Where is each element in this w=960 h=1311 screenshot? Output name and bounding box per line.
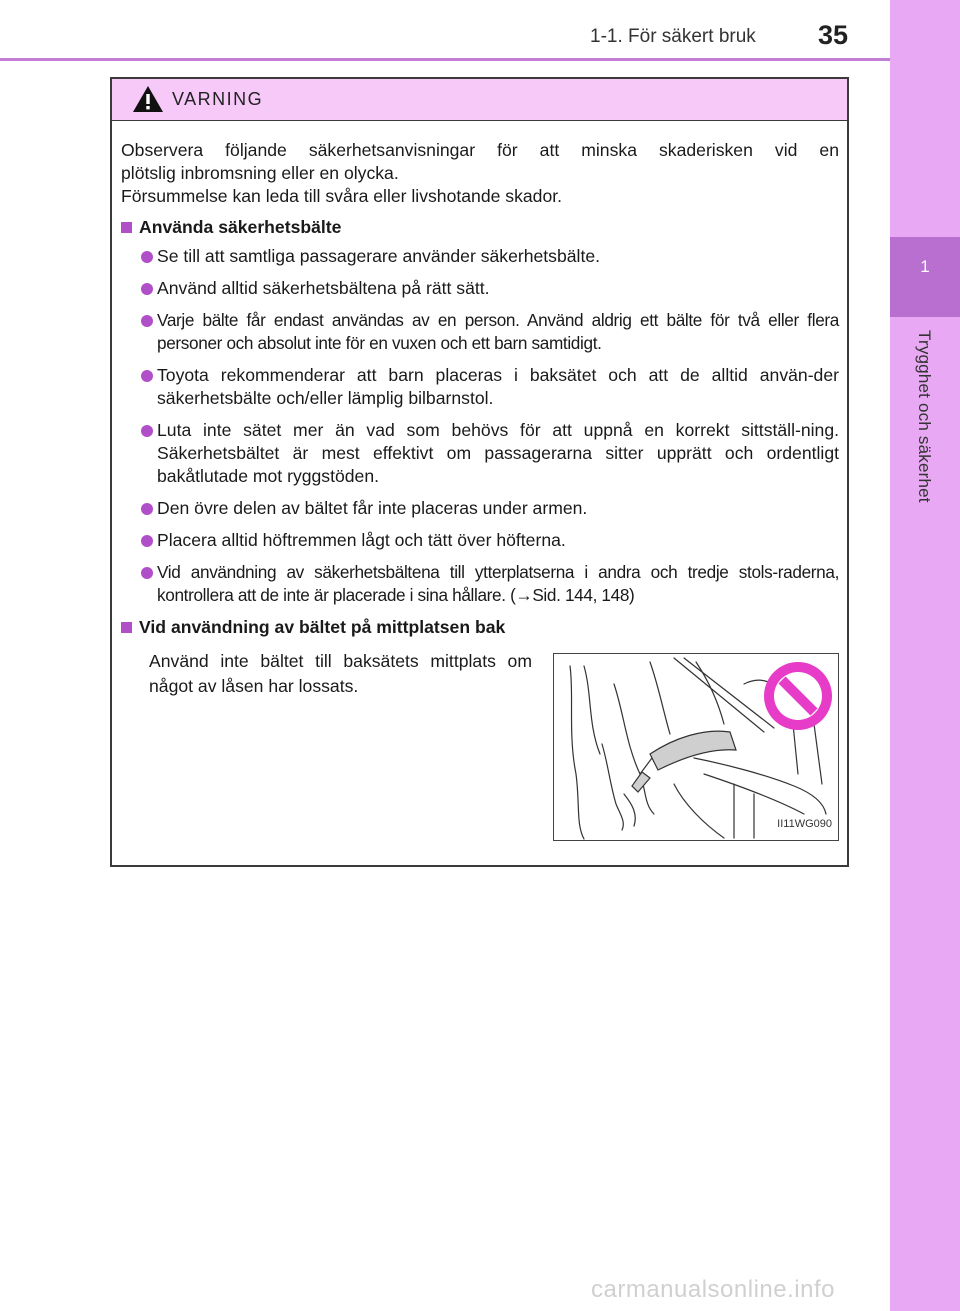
intro-line: Observera följande säkerhetsanvisningar för att minska skaderisken vid en xyxy=(121,140,839,160)
bullet-dot-icon xyxy=(141,283,153,295)
intro-line: Försummelse kan leda till svåra eller livshotande skador. xyxy=(121,186,563,206)
list-item-text: Placera alltid höftremmen lågt och tätt över höfterna. xyxy=(157,530,566,550)
illustration-code: II11WG090 xyxy=(777,818,832,830)
list-item-text: Se till att samtliga passagerare använder säkerhetsbälte. xyxy=(157,246,601,266)
list-item xyxy=(121,277,839,300)
warning-header xyxy=(112,79,847,121)
running-header-section: 1-1. För säkert bruk xyxy=(590,26,756,47)
chapter-side-tab xyxy=(890,0,960,1311)
list-item xyxy=(121,419,839,488)
section-heading-center-seat xyxy=(121,616,839,639)
list-item-text: Vid användning av säkerhetsbältena till ytterplatserna i andra och tredje stols-raderna, kontrollera att de inte är placerade i sina hållare. (→Sid. 144, 148) xyxy=(157,562,839,605)
list-item xyxy=(121,561,839,607)
bullet-dot-icon xyxy=(141,251,153,263)
list-item xyxy=(121,529,839,552)
header-divider xyxy=(0,58,890,61)
square-bullet-icon xyxy=(121,622,132,633)
list-item-text: Toyota rekommenderar att barn placeras i baksätet och att de alltid använ-der säkerhetsbälte och/eller lämplig bilbarnstol. xyxy=(157,365,839,408)
section-heading-text: Vid användning av bältet på mittplatsen bak xyxy=(139,617,506,637)
center-seat-section xyxy=(121,645,839,845)
list-item xyxy=(121,364,839,410)
page-number: 35 xyxy=(818,20,849,50)
list-item-text: Den övre delen av bältet får inte placeras under armen. xyxy=(157,498,588,518)
warning-intro xyxy=(121,139,839,208)
list-item-text: Luta inte sätet mer än vad som behövs för att uppnå en korrekt sittställ-ning. Säkerhetsbältet är mest effektivt om passagerarna sitter upprätt och ordentligt bakåtlutade mot ryggstöden. xyxy=(157,420,839,486)
section-heading-seatbelt-use xyxy=(121,216,839,239)
prohibition-icon xyxy=(764,662,832,730)
list-item xyxy=(121,245,839,268)
seatbelt-rules-list xyxy=(121,245,839,607)
chapter-tab-highlight xyxy=(890,237,960,317)
list-item xyxy=(121,309,839,355)
warning-triangle-icon xyxy=(132,85,164,113)
warning-box xyxy=(110,77,849,867)
chapter-number: 1 xyxy=(920,257,930,276)
center-seat-text: Använd inte bältet till baksätets mittplats om något av låsen har lossats. xyxy=(149,651,532,696)
list-item-text: Varje bälte får endast användas av en person. Använd aldrig ett bälte för två eller flera personer och absolut inte för en vuxen och ett barn samtidigt. xyxy=(157,310,839,353)
list-item-text: Använd alltid säkerhetsbältena på rätt sätt. xyxy=(157,278,490,298)
square-bullet-icon xyxy=(121,222,132,233)
warning-title: VARNING xyxy=(172,89,264,109)
intro-line: plötslig inbromsning eller en olycka. xyxy=(121,163,399,183)
section-heading-text: Använda säkerhetsbälte xyxy=(139,217,342,237)
seatbelt-illustration xyxy=(553,653,839,841)
watermark: carmanualsonline.info xyxy=(591,1276,835,1303)
bullet-dot-icon xyxy=(141,370,153,382)
bullet-dot-icon xyxy=(141,535,153,547)
bullet-dot-icon xyxy=(141,503,153,515)
chapter-title: Trygghet och säkerhet xyxy=(915,330,934,503)
bullet-dot-icon xyxy=(141,425,153,437)
bullet-dot-icon xyxy=(141,315,153,327)
list-item xyxy=(121,497,839,520)
bullet-dot-icon xyxy=(141,567,153,579)
warning-body xyxy=(112,121,847,845)
